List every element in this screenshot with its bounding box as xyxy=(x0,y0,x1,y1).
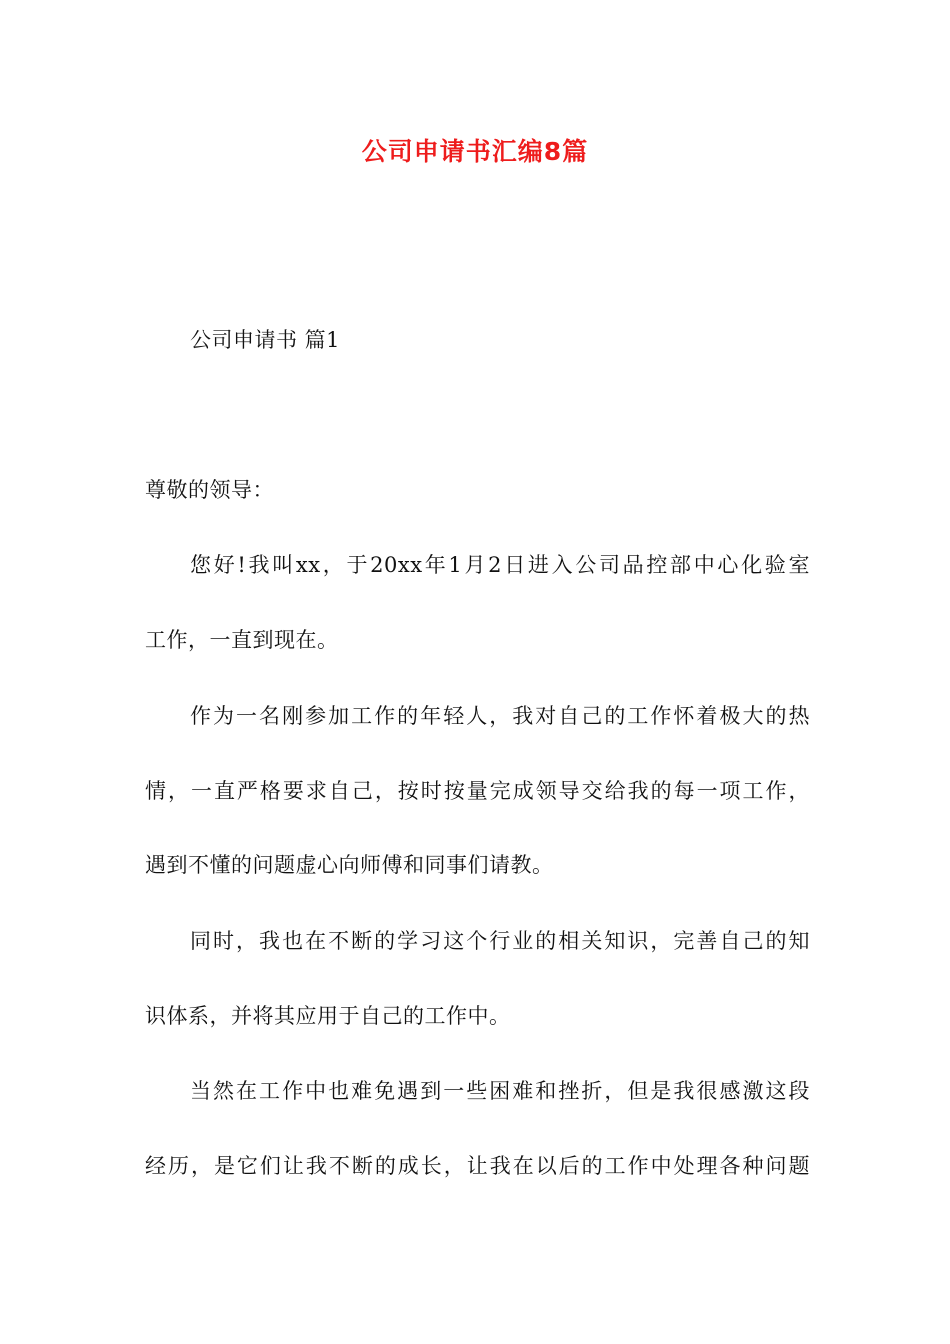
salutation: 尊敬的领导： xyxy=(145,478,274,502)
paragraph-2-line-3: 遇到不懂的问题虚心向师傅和同事们请教。 xyxy=(145,853,554,877)
section-heading: 公司申请书 篇1 xyxy=(190,328,341,352)
paragraph-1-line-1: 您好!我叫xx，于20xx年1月2日进入公司品控部中心化验室 xyxy=(190,553,810,577)
paragraph-2-line-2: 情，一直严格要求自己，按时按量完成领导交给我的每一项工作， xyxy=(145,779,810,803)
paragraph-2-line-1: 作为一名刚参加工作的年轻人，我对自己的工作怀着极大的热 xyxy=(190,704,810,728)
paragraph-1-line-2: 工作，一直到现在。 xyxy=(145,628,339,652)
paragraph-3-line-2: 识体系，并将其应用于自己的工作中。 xyxy=(145,1004,511,1028)
paragraph-3-line-1: 同时，我也在不断的学习这个行业的相关知识，完善自己的知 xyxy=(190,929,810,953)
paragraph-4-line-1: 当然在工作中也难免遇到一些困难和挫折，但是我很感激这段 xyxy=(190,1079,810,1103)
document-title: 公司申请书汇编8篇 xyxy=(361,137,589,166)
paragraph-4-line-2: 经历，是它们让我不断的成长，让我在以后的工作中处理各种问题 xyxy=(145,1154,810,1178)
